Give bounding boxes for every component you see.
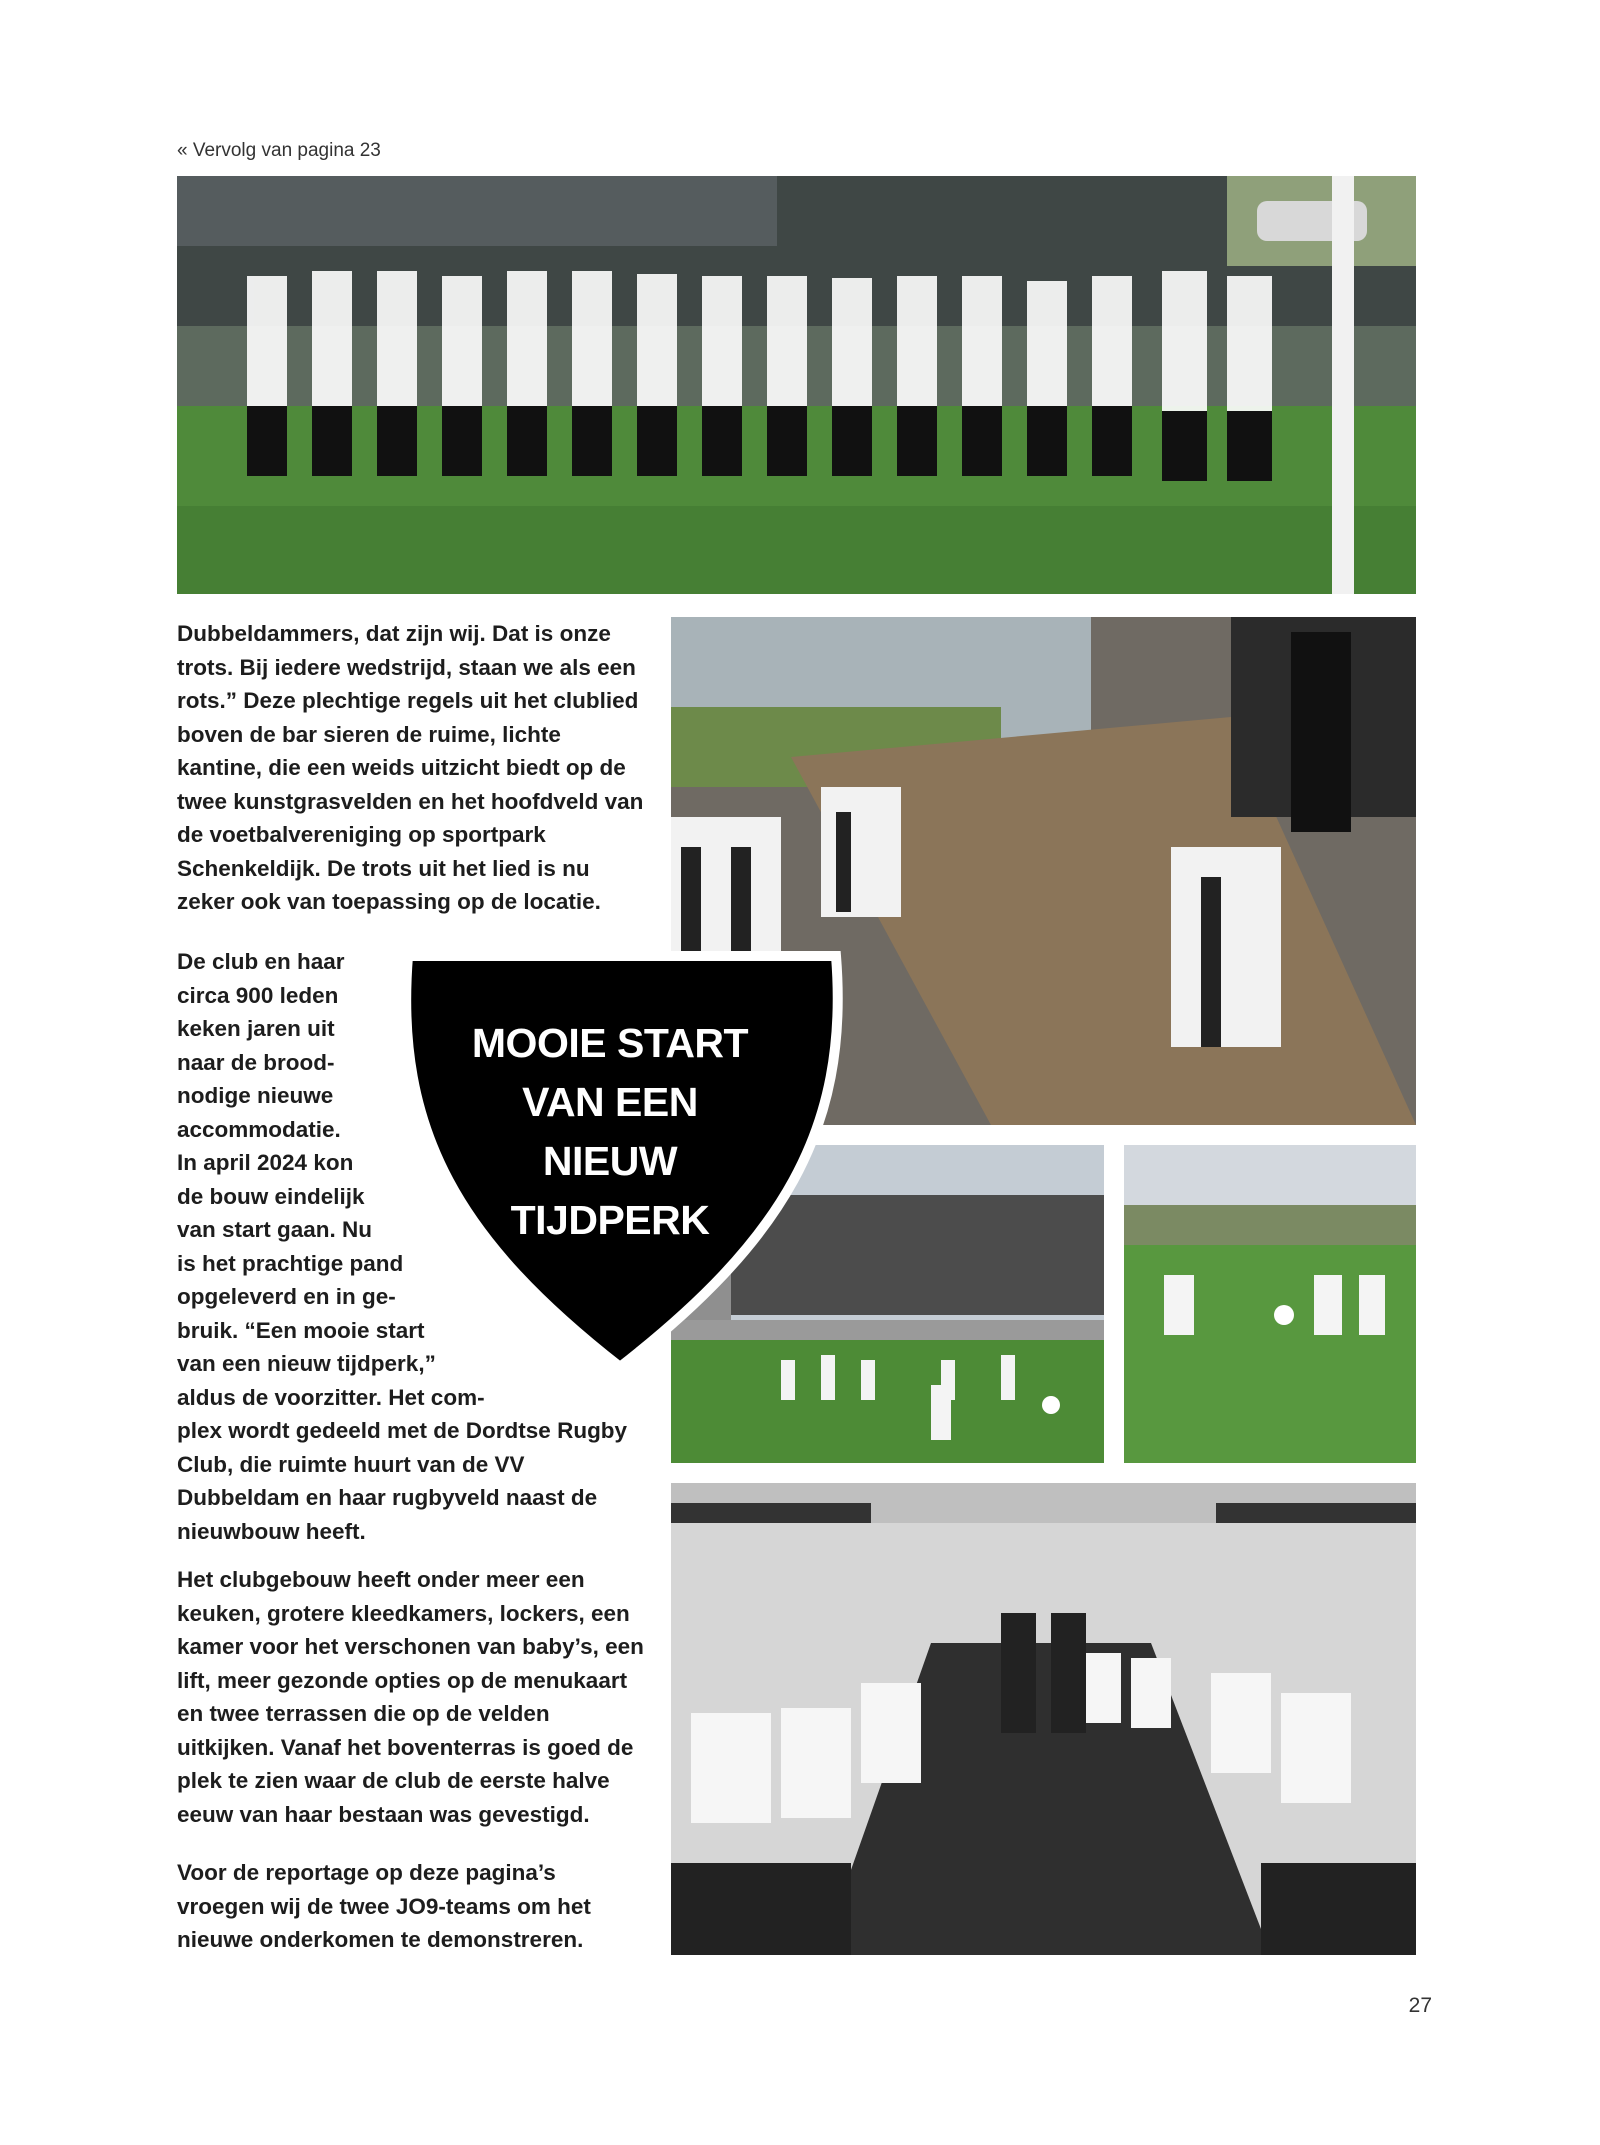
paragraph-line: nodige nieuwe <box>177 1083 334 1108</box>
shield-headline <box>440 1014 780 1250</box>
continued-from-label: « Vervolg van pagina 23 <box>177 140 381 161</box>
paragraph-line: van start gaan. Nu <box>177 1217 373 1242</box>
paragraph-line: De club en haar <box>177 949 345 974</box>
shield-line: VAN EEN <box>522 1079 698 1125</box>
article-paragraph-4 <box>177 1856 647 1957</box>
shield-line: MOOIE START <box>471 1020 749 1066</box>
shield-line: NIEUW <box>542 1138 678 1184</box>
paragraph-line: van een nieuw tijdperk,” <box>177 1351 436 1376</box>
paragraph-line: de bouw eindelijk <box>177 1183 365 1209</box>
paragraph-line: aldus de voorzitter. Het com- <box>177 1384 485 1410</box>
paragraph-line: In april 2024 kon <box>177 1150 354 1175</box>
shield-line: TIJDPERK <box>510 1197 710 1243</box>
article-paragraph-3 <box>177 1563 647 1831</box>
kick-photo <box>1124 1145 1416 1463</box>
article-paragraph-1 <box>177 617 647 919</box>
paragraph-line: bruik. “Een mooie start <box>177 1317 425 1343</box>
team-photo <box>177 176 1416 594</box>
paragraph-text: Het clubgebouw heeft onder meer een keuken, grotere kleedkamers, lockers, een kamer voor het verschonen van baby’s, een lift, meer gezonde opties op de menukaart en twee terrassen die op de velden uitkijken. Vanaf het boventerras is goed de plek te zien waar de club de eerste halve eeuw van haar bestaan was gevestigd. <box>177 1567 644 1827</box>
paragraph-line: accommodatie. <box>177 1116 341 1142</box>
paragraph-line: naar de brood- <box>177 1049 335 1075</box>
paragraph-text: plex wordt gedeeld met de Dordtse Rugby Club, die ruimte huurt van de VV Dubbeldam en haar rugbyveld naast de nieuwbouw heeft. <box>177 1418 628 1544</box>
headline-shield <box>400 942 850 1382</box>
paragraph-line: circa 900 leden <box>177 982 339 1008</box>
page-number: 27 <box>1408 1994 1432 2017</box>
locker-room-photo <box>671 1483 1416 1955</box>
paragraph-line: is het prachtige pand <box>177 1250 404 1276</box>
paragraph-text: Voor de reportage op deze pagina’s vroegen wij de twee JO9-teams om het nieuwe onderkomen te demonstreren. <box>177 1860 591 1952</box>
paragraph-text: Dubbeldammers, dat zijn wij. Dat is onze trots. Bij iedere wedstrijd, staan we als een rots.” Deze plechtige regels uit het clublied boven de bar sieren de ruime, lichte kantine, die een weids uitzicht biedt op de twee kunstgrasvelden en het hoofdveld van de voetbalvereniging op sportpark Schenkeldijk. De trots uit het lied is nu zeker ook van toepassing op de locatie. <box>177 621 644 914</box>
paragraph-line: opgeleverd en in ge- <box>177 1284 396 1309</box>
paragraph-line: keken jaren uit <box>177 1016 335 1041</box>
